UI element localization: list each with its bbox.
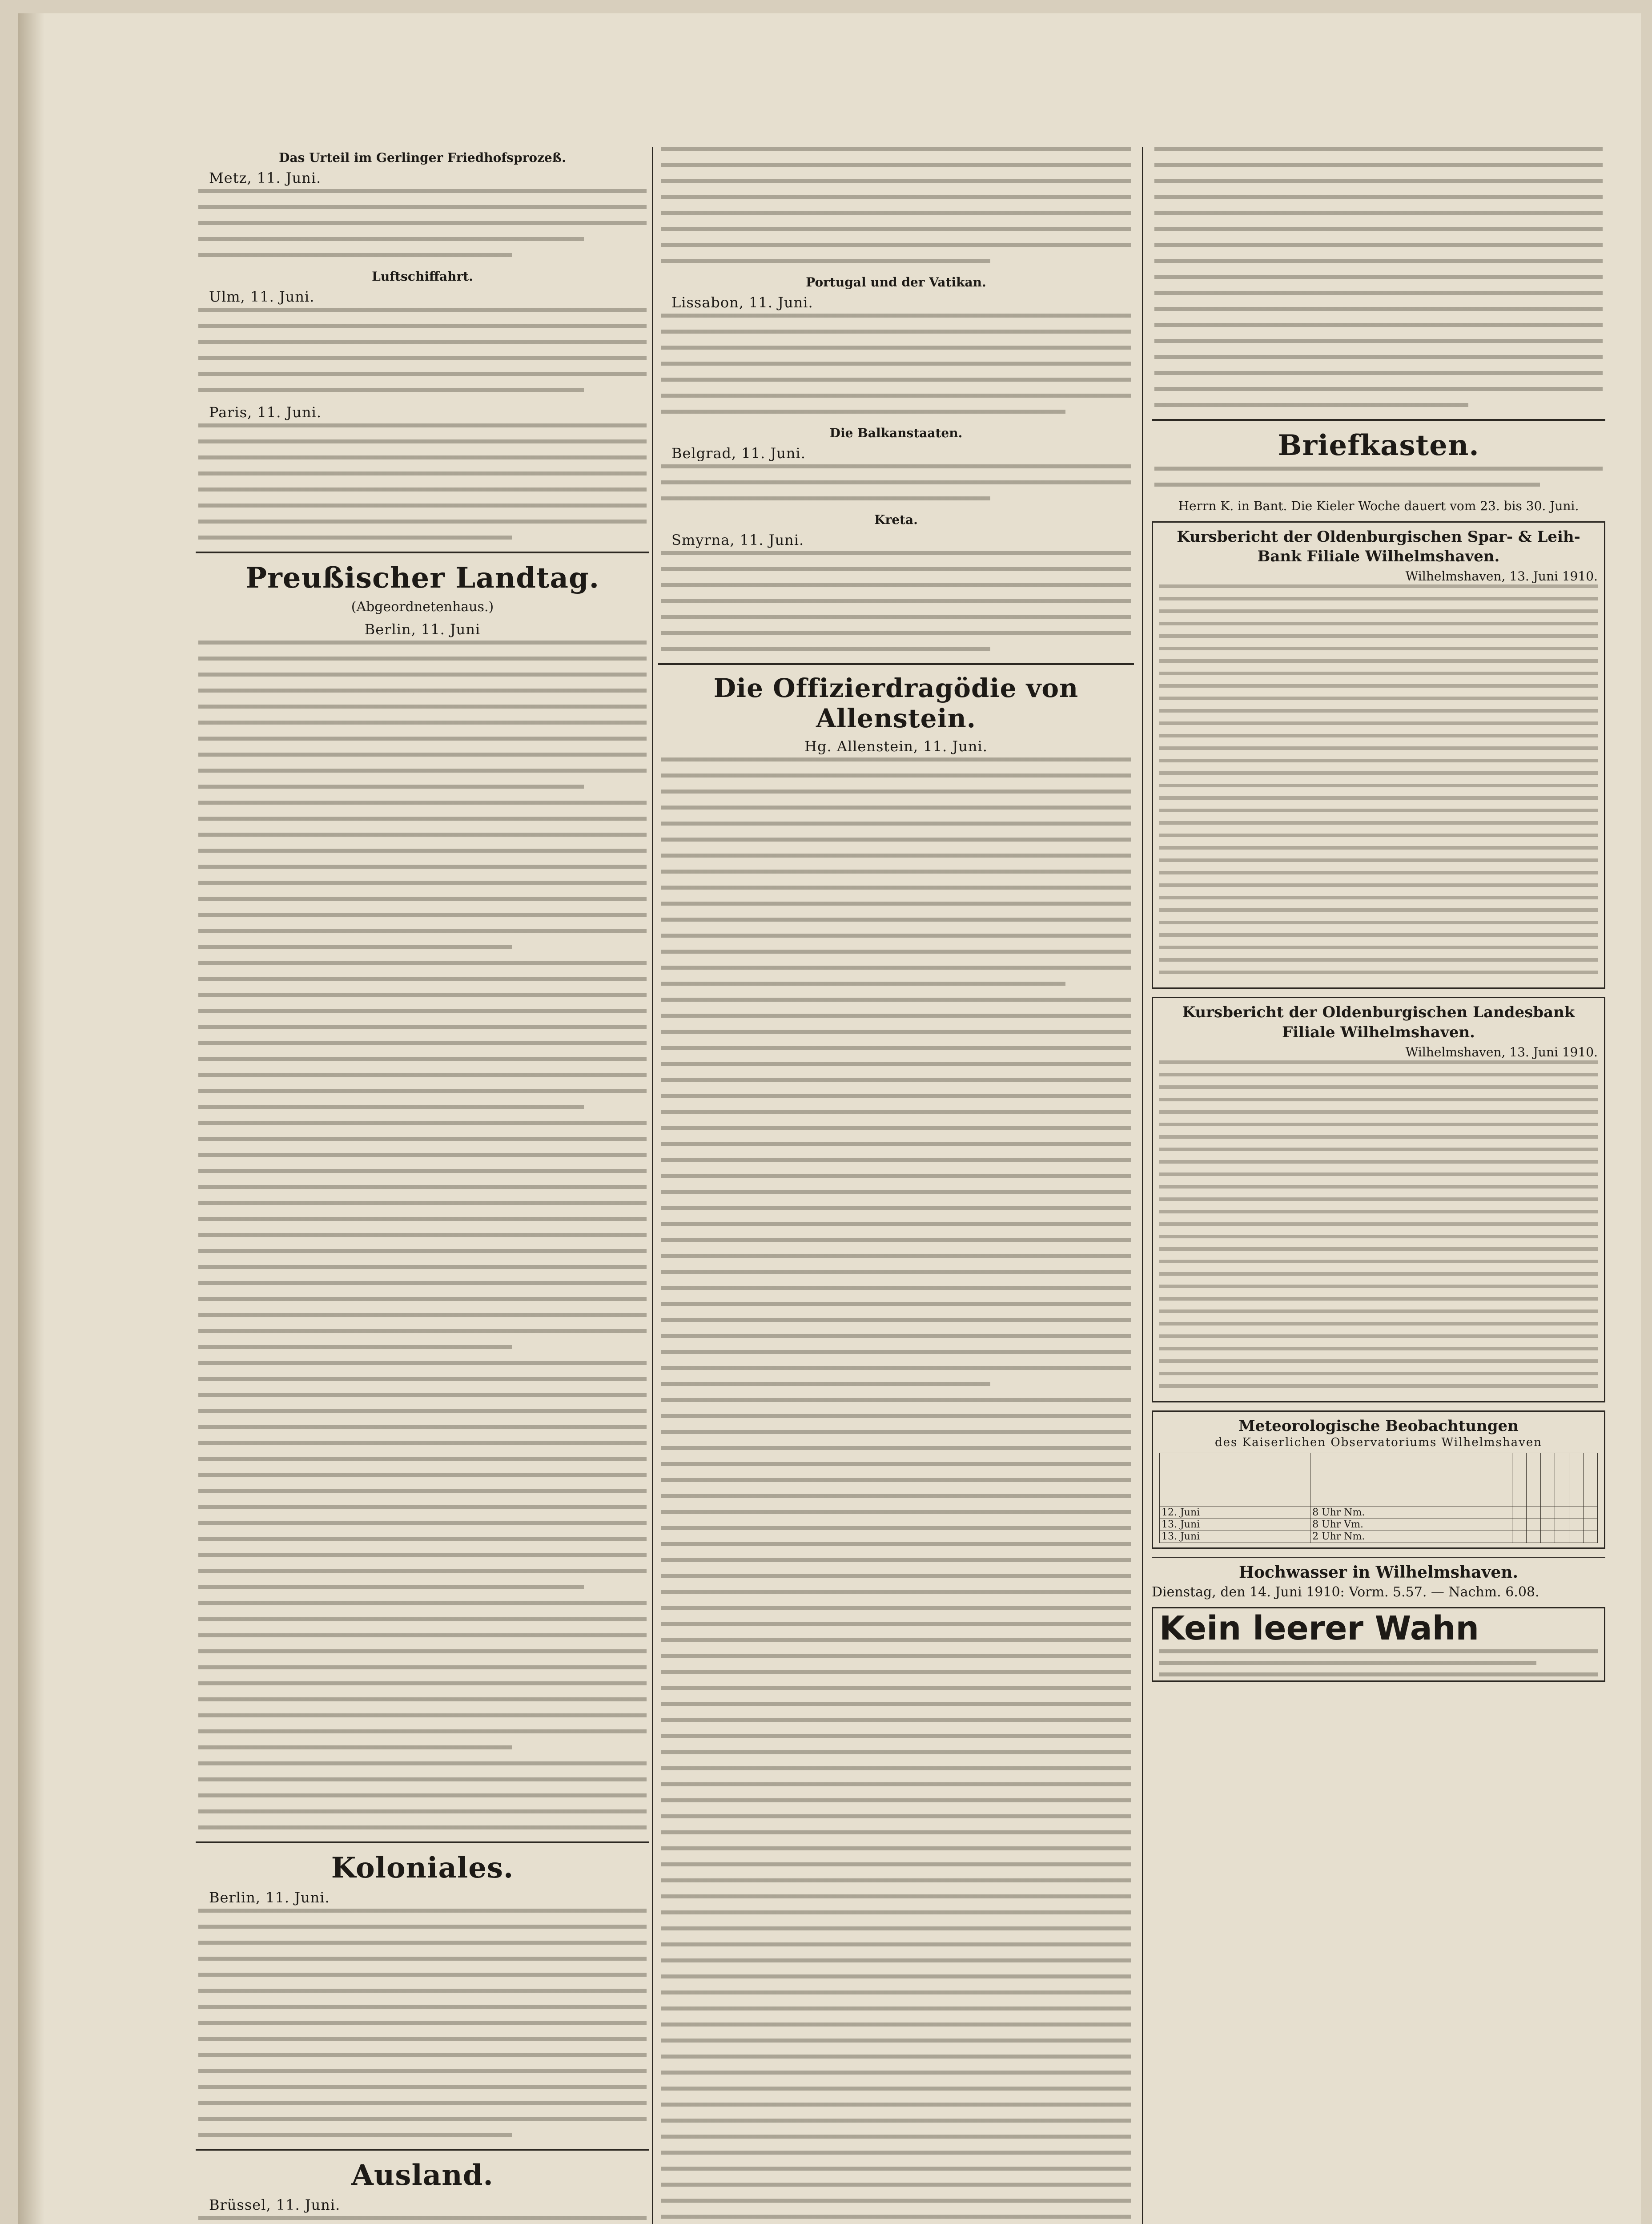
landtag-subtitle: (Abgeordnetenhaus.)	[351, 599, 494, 615]
article-body-lines	[196, 423, 649, 540]
dateline: Metz, 11. Juni.	[209, 169, 322, 186]
kursbericht-box-1	[1152, 521, 1605, 989]
ausland-body-lines	[196, 2216, 649, 2224]
dateline: Hg. Allenstein, 11. Juni.	[804, 738, 988, 755]
hochwasser-title: Hochwasser in Wilhelmshaven.	[1238, 1563, 1519, 1582]
article-body-lines	[658, 551, 1134, 652]
hochwasser-line: Dienstag, den 14. Juni 1910: Vorm. 5.57. — Nachm. 6.08.	[1152, 1584, 1539, 1600]
column-3	[1152, 147, 1605, 2224]
kursbericht-date: Wilhelmshaven, 13. Juni 1910.	[1405, 569, 1598, 584]
dateline: Paris, 11. Juni.	[209, 404, 322, 421]
meteo-subtitle: des Kaiserlichen Observatoriums Wilhelmshaven	[1215, 1435, 1542, 1449]
dateline: Belgrad, 11. Juni.	[671, 445, 806, 462]
article-heading: Kreta.	[874, 512, 918, 527]
section-rule	[196, 1841, 649, 1843]
article-body-lines	[658, 147, 1134, 263]
dateline: Berlin, 11. Juni.	[209, 1889, 330, 1906]
meteo-title: Meteorologische Beobachtungen	[1238, 1417, 1519, 1435]
article-heading: Das Urteil im Gerlinger Friedhofsprozeß.	[279, 150, 566, 165]
article-body-lines	[1152, 147, 1605, 407]
newspaper-page	[18, 13, 1641, 2224]
article-body-lines	[658, 464, 1134, 501]
briefkasten-line: Herrn K. in Bant. Die Kieler Woche dauert vom 23. bis 30. Juni.	[1178, 499, 1579, 513]
landtag-title: Preußischer Landtag.	[245, 561, 600, 595]
dateline: Smyrna, 11. Juni.	[671, 532, 804, 548]
section-rule	[196, 2149, 649, 2151]
table-row: 13. Juni 8 Uhr Vm.	[1160, 1519, 1598, 1531]
meteo-box	[1152, 1410, 1605, 1549]
section-rule	[658, 663, 1134, 665]
koloniales-title: Koloniales.	[331, 1851, 514, 1885]
article-heading: Die Balkanstaaten.	[829, 426, 963, 440]
koloniales-body-lines	[196, 1909, 649, 2137]
table-row: 13. Juni 2 Uhr Nm.	[1160, 1531, 1598, 1543]
column-rule	[1142, 147, 1143, 2224]
briefkasten-note-lines	[1152, 467, 1605, 487]
landtag-body-lines	[196, 641, 649, 1830]
kursbericht-title: Kursbericht der Oldenburgischen Spar- & Leih-Bank Filiale Wilhelmshaven.	[1177, 528, 1580, 566]
section-rule	[1152, 419, 1605, 421]
kursbericht-rows	[1159, 1060, 1598, 1388]
kursbericht-rows	[1159, 584, 1598, 974]
tragoedie-title: Die Offizierdragödie von Allenstein.	[713, 673, 1079, 733]
article-body-lines	[196, 308, 649, 392]
dateline: Berlin, 11. Juni	[364, 621, 481, 638]
article-heading: Portugal und der Vatikan.	[806, 275, 986, 290]
section-rule	[1152, 1557, 1605, 1558]
kursbericht-title: Kursbericht der Oldenburgischen Landesbank Filiale Wilhelmshaven.	[1182, 1003, 1575, 1041]
ad-body-lines	[1159, 1649, 1598, 1677]
meteo-table	[1159, 1453, 1598, 1543]
kursbericht-date: Wilhelmshaven, 13. Juni 1910.	[1405, 1044, 1598, 1060]
article-body-lines	[658, 314, 1134, 414]
dateline: Ulm, 11. Juni.	[209, 288, 315, 305]
advertisement	[1152, 1607, 1605, 1682]
kursbericht-box-2	[1152, 997, 1605, 1402]
briefkasten-title: Briefkasten.	[1278, 429, 1479, 462]
ad-headline: Kein leerer Wahn	[1159, 1609, 1479, 1648]
article-body-lines	[196, 189, 649, 258]
table-row: 12. Juni 8 Uhr Nm.	[1160, 1507, 1598, 1519]
tragoedie-body-lines	[658, 757, 1134, 2224]
column-2	[658, 147, 1134, 2224]
column-1	[196, 147, 649, 2224]
ausland-title: Ausland.	[351, 2159, 494, 2192]
article-heading: Luftschiffahrt.	[372, 269, 473, 284]
section-rule	[196, 552, 649, 553]
column-rule	[652, 147, 653, 2224]
page-edge-shadow	[18, 13, 44, 2224]
dateline: Brüssel, 11. Juni.	[209, 2196, 341, 2213]
dateline: Lissabon, 11. Juni.	[671, 294, 813, 311]
